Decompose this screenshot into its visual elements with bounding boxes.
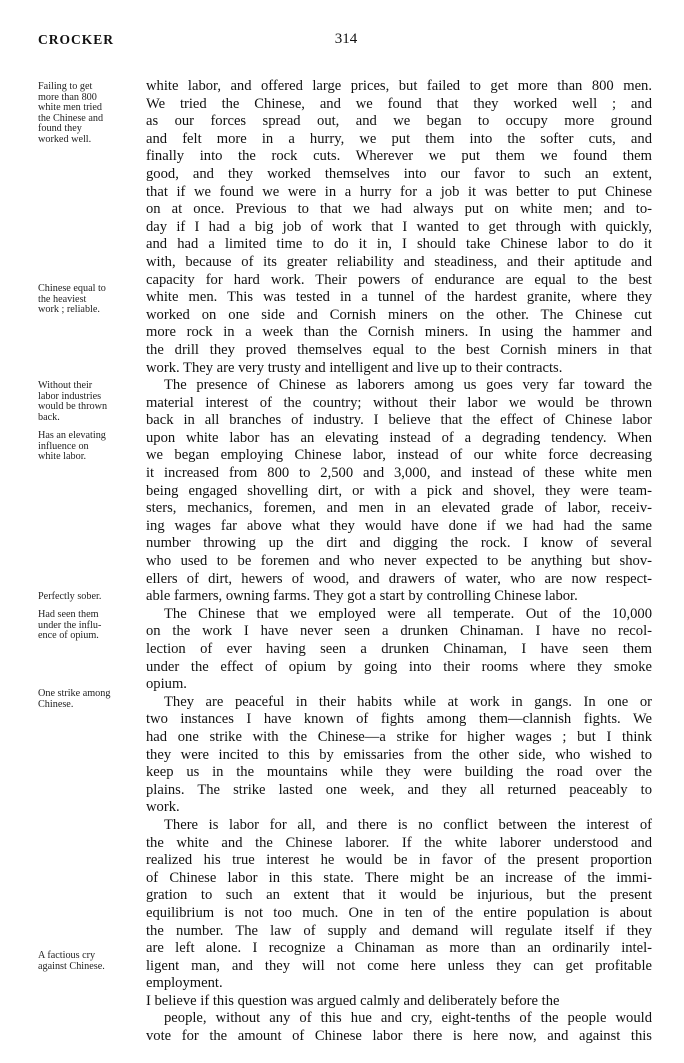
body-line: worked on one side and Cornish miners on the other. The Chinese cut: [146, 306, 652, 323]
body-line: back in all branches of industry. I believe that the effect of Chinese labor: [146, 412, 652, 429]
sidenote: [38, 431, 142, 463]
sidenote-line: work ; reliable.: [38, 304, 100, 316]
body-line: material interest of the country; without their labor we would be thrown: [146, 394, 652, 411]
body-line: that if we found we were in a hurry for a job it was better to put Chinese: [146, 183, 652, 200]
body-line: keep us in the mountains while they were building the road over the: [146, 764, 652, 781]
body-text: [146, 78, 652, 1063]
body-line: opium.: [146, 676, 187, 693]
body-line: being engaged shovelling dirt, or with a pick and shovel, they were team-: [146, 482, 652, 499]
sidenote-line: One strike among: [38, 688, 111, 699]
sidenote-line: Perfectly sober.: [38, 591, 102, 602]
body-line: of Chinese labor in this state. There might be an increase of the immi-: [146, 869, 652, 886]
sidenote-line: worked well.: [38, 133, 92, 145]
body-line: The Chinese that we employed were all temperate. Out of the 10,000: [164, 605, 652, 622]
body-line: who used to be foremen and who never expected to be anything but shov-: [146, 553, 652, 570]
body-line: work.: [146, 799, 180, 816]
body-line: are left alone. I recognize a Chinaman as more than an ordinarily intel-: [146, 940, 652, 957]
body-line: under the effect of opium by going into their rooms where they smoke: [146, 658, 652, 675]
body-line: day if I had a big job of work that I wanted to get through with quickly,: [146, 218, 652, 235]
sidenote-line: against Chinese.: [38, 960, 105, 972]
body-line: finally into the rock cuts. Wherever we put them we found them: [146, 148, 652, 165]
sidenote: [38, 381, 142, 423]
body-line: white men. This was tested in a tunnel of the hardest granite, where they: [146, 289, 652, 306]
sidenote-line: back.: [38, 411, 60, 423]
body-line: sters, mechanics, foremen, and men in an elevated grade of labor, receiv-: [146, 500, 652, 517]
sidenote-line: A factious cry: [38, 950, 96, 961]
body-line: good, and they worked themselves into our favor to such an extent,: [146, 165, 652, 182]
sidenote: [38, 610, 142, 642]
body-line: ligent man, and they will not come here unless they can get profitable: [146, 957, 652, 974]
sidenote-line: Failing to get: [38, 81, 93, 92]
sidenote-line: Without their: [38, 380, 93, 391]
page-number: 314: [334, 31, 358, 47]
body-line: with, because of its greater reliability and steadiness, and their aptitude and: [146, 253, 652, 270]
sidenote-line: found they: [38, 123, 82, 135]
body-line: as our forces spread out, and we began to occupy more ground: [146, 113, 652, 130]
body-line: capacity for hard work. Their powers of endurance are equal to the best: [146, 271, 652, 288]
sidenote-line: labor industries: [38, 390, 102, 402]
body-line: number throwing up the dirt and digging the rock. I know of several: [146, 535, 652, 552]
body-line: employment.: [146, 975, 223, 992]
sidenote-line: Had seen them: [38, 609, 99, 620]
body-line: the number. The law of supply and demand will regulate itself if they: [146, 922, 652, 939]
sidenote-line: Chinese.: [38, 698, 74, 710]
sidenote: [38, 284, 142, 316]
body-line: equilibrium is not too much. One in ten of the entire population is about: [146, 904, 652, 921]
sidenote-line: ence of opium.: [38, 630, 99, 642]
sidenote-line: would be thrown: [38, 401, 108, 413]
body-line: had one strike with the Chinese—a strike for higher wages ; but I think: [146, 728, 652, 745]
body-line: The presence of Chinese as laborers among us goes very far toward the: [164, 377, 652, 394]
sidenote-line: white labor.: [38, 451, 87, 463]
sidenote-line: influence on: [38, 440, 89, 452]
body-line: work. They are very trusty and intelligent and live up to their contracts.: [146, 359, 563, 376]
body-line: realized his true interest he would be in favor of the present proportion: [146, 852, 652, 869]
body-line: gration to such an extent that it would be injurious, but the present: [146, 887, 652, 904]
body-line: plains. The strike lasted one week, and they all returned peaceably to: [146, 781, 652, 798]
sidenote-line: more than 800: [38, 91, 97, 103]
body-line: white labor, and offered large prices, but failed to get more than 800 men.: [146, 78, 652, 94]
sidenote: [38, 689, 142, 710]
body-line: ing wages far above what they would have done if we had had the same: [146, 517, 652, 534]
running-head: [38, 32, 654, 52]
body-line: we began employing Chinese labor, instead of our white force decreasing: [146, 447, 652, 464]
body-line: two instances I have known of fights among them—clannish fights. We: [146, 711, 652, 728]
body-line: more rock in a week than the Cornish miners. In using the hammer and: [146, 324, 652, 341]
sidenote-line: white men tried: [38, 102, 102, 114]
sidenote-line: the Chinese and: [38, 112, 104, 124]
body-line: upon white labor has an elevating instead of a degrading tendency. When: [146, 429, 652, 446]
body-line: able farmers, owning farms. They got a start by controlling Chinese labor.: [146, 588, 578, 605]
sidenote: [38, 82, 142, 146]
body-line: I believe if this question was argued calmly and deliberately before the: [146, 992, 560, 1009]
body-line: ellers of dirt, hewers of wood, and drawers of water, who are now respect-: [146, 570, 652, 587]
running-title: CROCKER: [38, 32, 115, 47]
body-line: on at once. Previous to that we had always put on white men; and to-: [146, 201, 652, 218]
sidenote: [38, 951, 142, 972]
body-line: lection of ever having seen a drunken Chinaman, I have seen them: [146, 641, 652, 657]
body-line: and felt more in a hurry, we put them into the softer cuts, and: [146, 130, 652, 147]
body-line: [146, 1046, 652, 1063]
sidenote-line: the heaviest: [38, 293, 87, 305]
body-line: and had a limited time to do it in, I should take Chinese labor to do it: [146, 236, 652, 253]
body-line: the drill they proved themselves equal to the best Cornish miners in that: [146, 341, 652, 358]
body-line: they were incited to this by emissaries from the other side, who wished to: [146, 746, 652, 763]
body-line: There is labor for all, and there is no conflict between the interest of: [164, 816, 652, 833]
body-line: the white and the Chinese laborer. If the white laborer understood and: [146, 834, 652, 851]
body-line: on the work I have never seen a drunken Chinaman. I have no recol-: [146, 623, 652, 640]
sidenote-line: Has an elevating: [38, 430, 106, 441]
body-line: it increased from 800 to 2,500 and 3,000, and instead of these white men: [146, 465, 652, 482]
sidenote-line: under the influ-: [38, 619, 102, 631]
sidenote-line: Chinese equal to: [38, 283, 106, 294]
body-line: We tried the Chinese, and we found that they worked well ; and: [146, 95, 652, 112]
body-line: They are peaceful in their habits while at work in gangs. In one or: [164, 693, 652, 710]
body-line: vote for the amount of Chinese labor there is here now, and against this: [146, 1028, 652, 1045]
body-line: people, without any of this hue and cry, eight-tenths of the people would: [164, 1010, 652, 1027]
sidenote: [38, 592, 142, 603]
